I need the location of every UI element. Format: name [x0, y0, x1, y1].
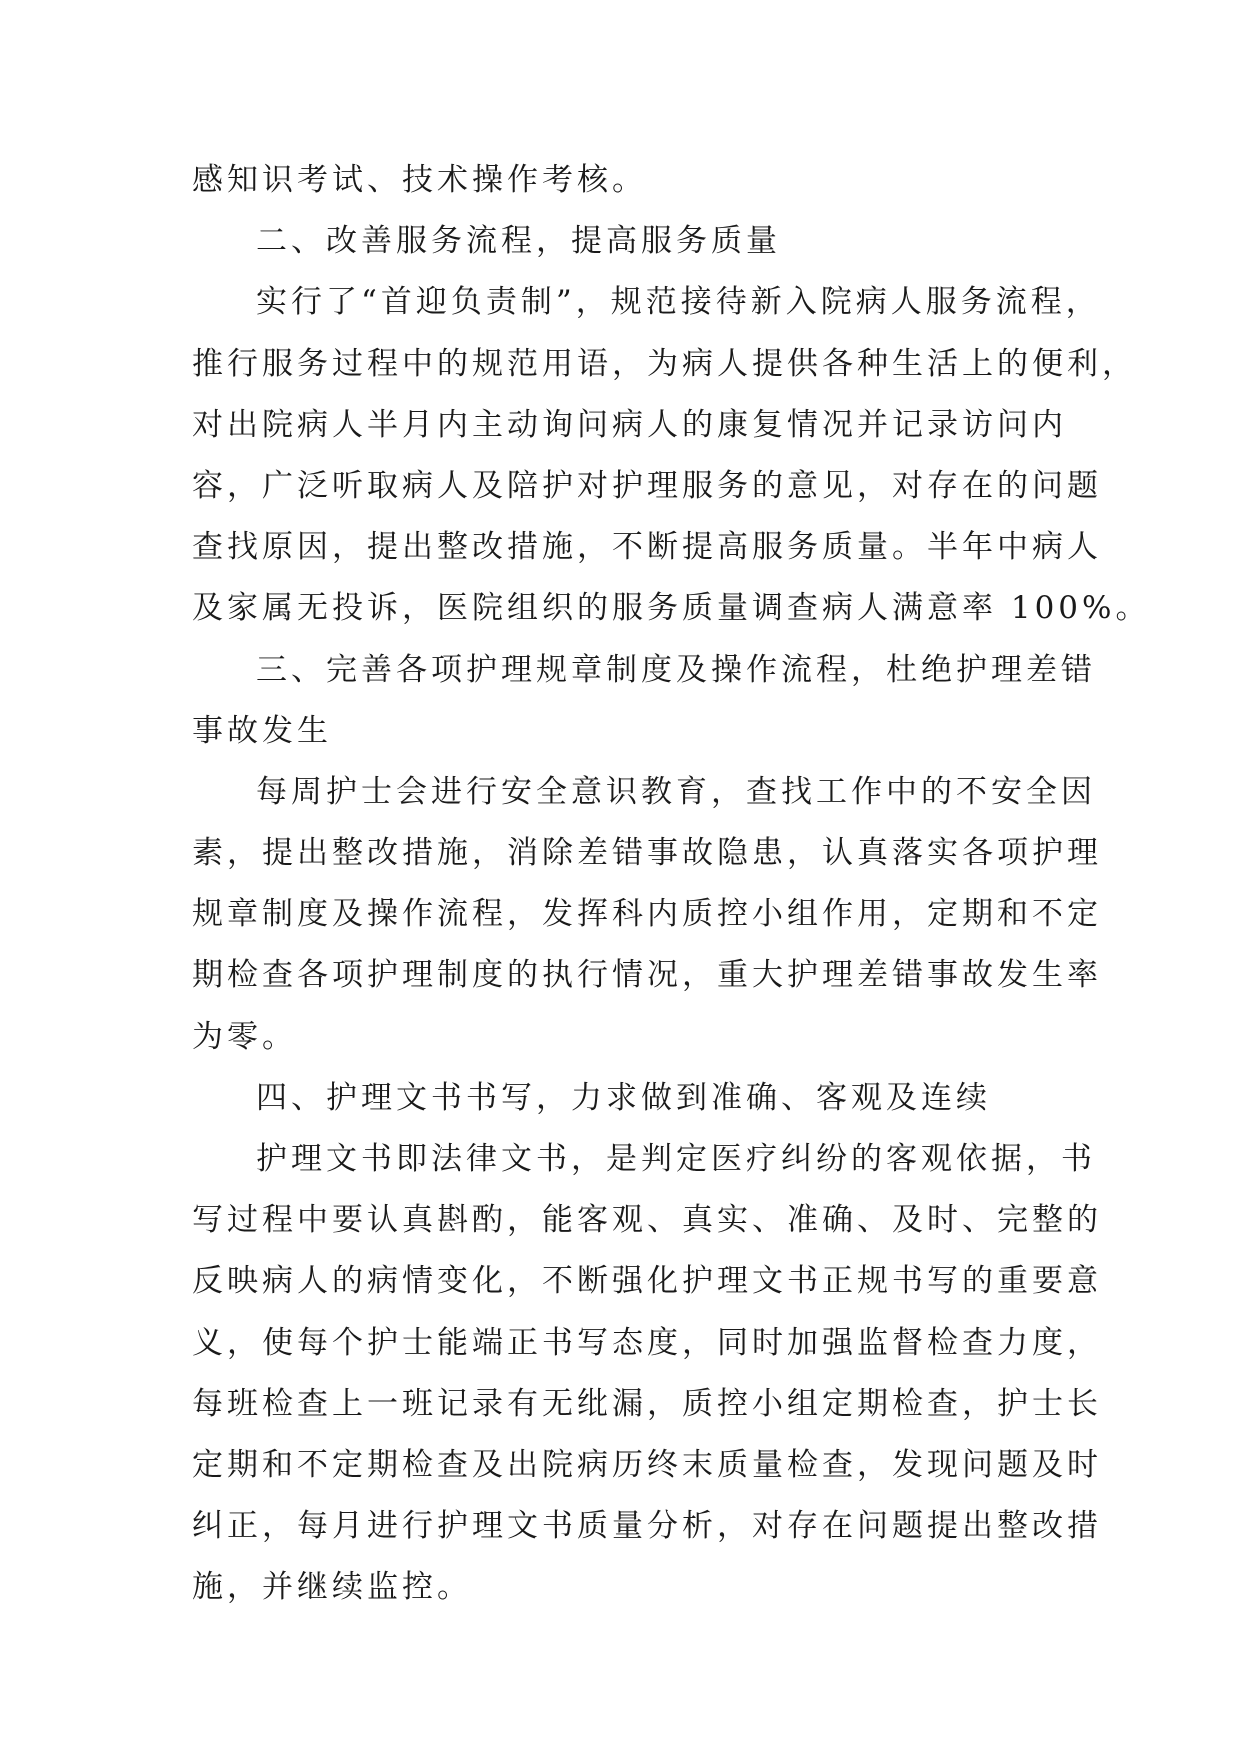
text-line: 对出院病人半月内主动询问病人的康复情况并记录访问内: [192, 406, 1067, 443]
text-line: 实行了“首迎负责制”，规范接待新入院病人服务流程，: [256, 284, 1101, 321]
text-line: 为零。: [192, 1018, 297, 1055]
text-line: 每周护士会进行安全意识教育，查找工作中的不安全因: [256, 773, 1096, 810]
document-body: [192, 150, 1151, 1619]
section-heading: 二、改善服务流程，提高服务质量: [256, 223, 781, 260]
text-line: 定期和不定期检查及出院病历终末质量检查，发现问题及时: [192, 1446, 1102, 1483]
text-line: 及家属无投诉，医院组织的服务质量调查病人满意率 100%。: [192, 590, 1151, 627]
text-line: 规章制度及操作流程，发挥科内质控小组作用，定期和不定: [192, 896, 1102, 933]
text-line: 纠正，每月进行护理文书质量分析，对存在问题提出整改措: [192, 1508, 1102, 1545]
text-line: 感知识考试、技术操作考核。: [192, 162, 647, 198]
text-line: 反映病人的病情变化，不断强化护理文书正规书写的重要意: [192, 1263, 1102, 1300]
section-heading: 四、护理文书书写，力求做到准确、客观及连续: [256, 1079, 991, 1116]
text-line: 施，并继续监控。: [192, 1569, 472, 1606]
text-line: 推行服务过程中的规范用语，为病人提供各种生活上的便利，: [192, 345, 1137, 382]
text-line: 素，提出整改措施，消除差错事故隐患，认真落实各项护理: [192, 835, 1102, 872]
text-line: 写过程中要认真斟酌，能客观、真实、准确、及时、完整的: [192, 1202, 1102, 1239]
text-line: 护理文书即法律文书，是判定医疗纠纷的客观依据，书: [256, 1141, 1096, 1177]
text-line: 容，广泛听取病人及陪护对护理服务的意见，对存在的问题: [192, 467, 1102, 504]
section-heading: 三、完善各项护理规章制度及操作流程，杜绝护理差错: [256, 651, 1096, 688]
text-line: 每班检查上一班记录有无纰漏，质控小组定期检查，护士长: [192, 1385, 1102, 1422]
text-line: 查找原因，提出整改措施，不断提高服务质量。半年中病人: [192, 529, 1102, 566]
text-line: 义，使每个护士能端正书写态度，同时加强监督检查力度，: [192, 1324, 1102, 1361]
text-line: 期检查各项护理制度的执行情况，重大护理差错事故发生率: [192, 957, 1102, 994]
section-heading: 事故发生: [192, 712, 332, 749]
